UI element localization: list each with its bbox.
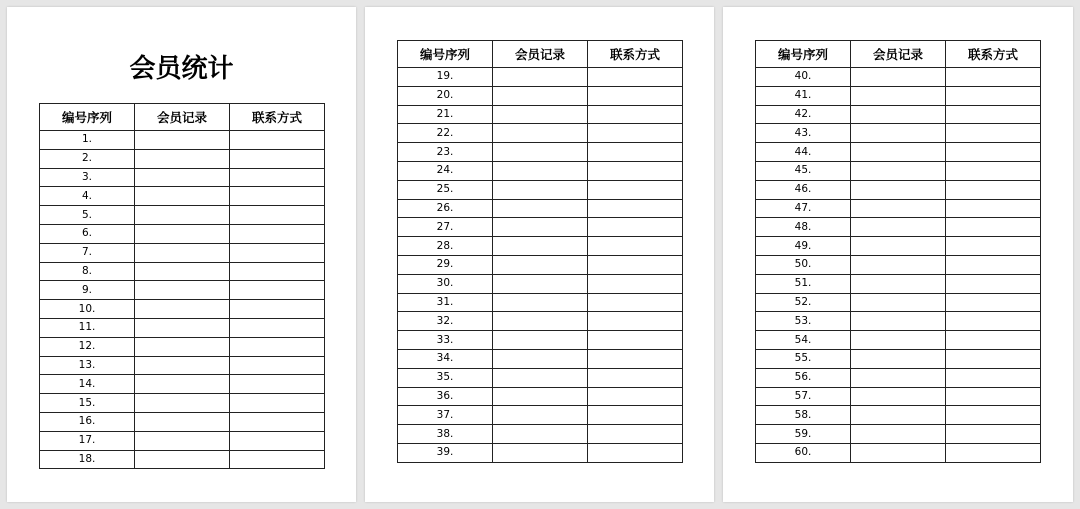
member-record-cell[interactable] [851,425,946,444]
row-number-cell: 26. [398,199,493,218]
contact-cell[interactable] [946,86,1041,105]
member-record-cell[interactable] [493,274,588,293]
member-record-cell[interactable] [493,218,588,237]
member-record-cell[interactable] [851,274,946,293]
member-record-cell[interactable] [135,337,230,356]
member-record-cell[interactable] [851,387,946,406]
table-row [756,406,1041,425]
member-record-cell[interactable] [493,387,588,406]
column-header-number: 编号序列 [398,41,493,68]
table-row [756,180,1041,199]
row-number-cell: 14. [40,375,135,394]
table-row [398,349,683,368]
contact-cell[interactable] [946,387,1041,406]
table-row [398,387,683,406]
row-number-cell: 59. [756,425,851,444]
row-number-cell: 20. [398,86,493,105]
member-record-cell[interactable] [493,255,588,274]
document-title: 会员统计 [129,54,234,84]
member-record-cell[interactable] [851,312,946,331]
contact-cell[interactable] [588,143,683,162]
contact-cell[interactable] [588,237,683,256]
table-row [40,206,325,225]
row-number-cell: 4. [40,187,135,206]
contact-cell[interactable] [946,293,1041,312]
table-row [40,187,325,206]
table-header-row [756,41,1041,68]
member-record-cell[interactable] [851,443,946,462]
row-number-cell: 58. [756,406,851,425]
contact-cell[interactable] [946,68,1041,87]
member-record-cell[interactable] [851,293,946,312]
table-row [40,318,325,337]
table-row [398,124,683,143]
member-record-cell[interactable] [493,86,588,105]
member-record-cell[interactable] [493,368,588,387]
contact-cell[interactable] [946,443,1041,462]
member-record-cell[interactable] [493,124,588,143]
column-header-member-record: 会员记录 [851,41,946,68]
row-number-cell: 57. [756,387,851,406]
contact-cell[interactable] [588,443,683,462]
row-number-cell: 15. [40,394,135,413]
contact-cell[interactable] [588,161,683,180]
table-row [756,237,1041,256]
table-row [398,368,683,387]
document-page-2 [365,7,714,502]
contact-cell[interactable] [230,412,325,431]
row-number-cell: 27. [398,218,493,237]
member-table-page-3 [755,40,1041,463]
row-number-cell: 43. [756,124,851,143]
table-row [756,387,1041,406]
member-record-cell[interactable] [135,149,230,168]
contact-cell[interactable] [230,318,325,337]
row-number-cell: 1. [40,131,135,150]
contact-cell[interactable] [588,368,683,387]
contact-cell[interactable] [588,406,683,425]
member-record-cell[interactable] [851,180,946,199]
contact-cell[interactable] [946,331,1041,350]
member-record-cell[interactable] [493,180,588,199]
column-header-number: 编号序列 [756,41,851,68]
member-record-cell[interactable] [493,237,588,256]
member-record-cell[interactable] [135,131,230,150]
contact-cell[interactable] [588,331,683,350]
table-row [398,312,683,331]
member-record-cell[interactable] [851,218,946,237]
table-row [398,331,683,350]
column-header-number: 编号序列 [40,104,135,131]
member-record-cell[interactable] [851,237,946,256]
row-number-cell: 30. [398,274,493,293]
contact-cell[interactable] [588,68,683,87]
contact-cell[interactable] [588,293,683,312]
contact-cell[interactable] [946,255,1041,274]
row-number-cell: 42. [756,105,851,124]
table-row [756,331,1041,350]
table-row [398,274,683,293]
contact-cell[interactable] [230,450,325,469]
member-record-cell[interactable] [851,406,946,425]
table-row [398,161,683,180]
row-number-cell: 50. [756,255,851,274]
contact-cell[interactable] [230,187,325,206]
row-number-cell: 29. [398,255,493,274]
table-row [40,375,325,394]
table-header-row [40,104,325,131]
row-number-cell: 47. [756,199,851,218]
table-row [398,105,683,124]
table-row [756,161,1041,180]
table-row [756,218,1041,237]
contact-cell[interactable] [946,124,1041,143]
member-record-cell[interactable] [135,318,230,337]
member-record-cell[interactable] [851,124,946,143]
table-row [398,218,683,237]
member-record-cell[interactable] [493,105,588,124]
table-row [756,425,1041,444]
table-row [398,180,683,199]
contact-cell[interactable] [588,86,683,105]
table-row [398,406,683,425]
member-record-cell[interactable] [135,431,230,450]
member-record-cell[interactable] [493,199,588,218]
row-number-cell: 40. [756,68,851,87]
member-record-cell[interactable] [135,168,230,187]
member-record-cell[interactable] [493,161,588,180]
member-record-cell[interactable] [493,331,588,350]
contact-cell[interactable] [230,300,325,319]
contact-cell[interactable] [588,218,683,237]
row-number-cell: 32. [398,312,493,331]
member-record-cell[interactable] [851,86,946,105]
member-record-cell[interactable] [851,255,946,274]
member-record-cell[interactable] [135,224,230,243]
contact-cell[interactable] [946,180,1041,199]
contact-cell[interactable] [588,349,683,368]
contact-cell[interactable] [230,243,325,262]
table-row [756,105,1041,124]
contact-cell[interactable] [588,312,683,331]
contact-cell[interactable] [230,224,325,243]
table-row [398,86,683,105]
member-record-cell[interactable] [135,394,230,413]
table-row [40,168,325,187]
row-number-cell: 48. [756,218,851,237]
table-row [40,224,325,243]
row-number-cell: 22. [398,124,493,143]
row-number-cell: 25. [398,180,493,199]
column-header-contact: 联系方式 [588,41,683,68]
row-number-cell: 56. [756,368,851,387]
member-record-cell[interactable] [135,281,230,300]
row-number-cell: 34. [398,349,493,368]
table-row [40,149,325,168]
contact-cell[interactable] [230,337,325,356]
row-number-cell: 54. [756,331,851,350]
row-number-cell: 16. [40,412,135,431]
contact-cell[interactable] [230,375,325,394]
table-row [756,368,1041,387]
row-number-cell: 49. [756,237,851,256]
table-row [756,349,1041,368]
table-row [756,199,1041,218]
column-header-member-record: 会员记录 [135,104,230,131]
table-row [398,425,683,444]
contact-cell[interactable] [588,255,683,274]
row-number-cell: 10. [40,300,135,319]
row-number-cell: 6. [40,224,135,243]
table-row [40,262,325,281]
row-number-cell: 21. [398,105,493,124]
member-record-cell[interactable] [135,300,230,319]
table-row [398,143,683,162]
member-record-cell[interactable] [135,375,230,394]
table-row [398,237,683,256]
member-record-cell[interactable] [135,412,230,431]
row-number-cell: 37. [398,406,493,425]
row-number-cell: 52. [756,293,851,312]
table-row [756,68,1041,87]
contact-cell[interactable] [230,168,325,187]
member-record-cell[interactable] [851,199,946,218]
member-record-cell[interactable] [493,68,588,87]
table-row [756,124,1041,143]
row-number-cell: 38. [398,425,493,444]
table-row [398,68,683,87]
row-number-cell: 55. [756,349,851,368]
table-row [398,255,683,274]
member-record-cell[interactable] [135,262,230,281]
row-number-cell: 45. [756,161,851,180]
table-row [398,293,683,312]
member-record-cell[interactable] [135,356,230,375]
member-record-cell[interactable] [135,206,230,225]
row-number-cell: 9. [40,281,135,300]
table-row [40,431,325,450]
row-number-cell: 19. [398,68,493,87]
row-number-cell: 53. [756,312,851,331]
document-page-3 [723,7,1073,502]
contact-cell[interactable] [946,199,1041,218]
contact-cell[interactable] [946,143,1041,162]
contact-cell[interactable] [946,368,1041,387]
contact-cell[interactable] [230,149,325,168]
member-record-cell[interactable] [493,406,588,425]
contact-cell[interactable] [230,281,325,300]
contact-cell[interactable] [588,199,683,218]
row-number-cell: 36. [398,387,493,406]
row-number-cell: 44. [756,143,851,162]
contact-cell[interactable] [946,105,1041,124]
member-table-page-1 [39,103,325,469]
table-row [398,199,683,218]
contact-cell[interactable] [588,180,683,199]
contact-cell[interactable] [588,124,683,143]
row-number-cell: 13. [40,356,135,375]
row-number-cell: 33. [398,331,493,350]
table-row [40,300,325,319]
table-row [398,443,683,462]
row-number-cell: 7. [40,243,135,262]
member-record-cell[interactable] [135,450,230,469]
member-table-page-2 [397,40,683,463]
row-number-cell: 51. [756,274,851,293]
document-page-1 [7,7,356,502]
row-number-cell: 46. [756,180,851,199]
contact-cell[interactable] [946,218,1041,237]
member-record-cell[interactable] [493,349,588,368]
contact-cell[interactable] [230,206,325,225]
row-number-cell: 8. [40,262,135,281]
table-row [40,243,325,262]
contact-cell[interactable] [946,406,1041,425]
row-number-cell: 31. [398,293,493,312]
contact-cell[interactable] [230,356,325,375]
table-row [40,281,325,300]
member-record-cell[interactable] [135,187,230,206]
row-number-cell: 3. [40,168,135,187]
row-number-cell: 23. [398,143,493,162]
member-record-cell[interactable] [493,443,588,462]
table-row [40,412,325,431]
contact-cell[interactable] [230,394,325,413]
table-row [40,131,325,150]
row-number-cell: 39. [398,443,493,462]
member-record-cell[interactable] [851,161,946,180]
table-row [756,443,1041,462]
row-number-cell: 18. [40,450,135,469]
contact-cell[interactable] [946,312,1041,331]
row-number-cell: 41. [756,86,851,105]
member-record-cell[interactable] [851,143,946,162]
table-row [756,86,1041,105]
contact-cell[interactable] [588,274,683,293]
column-header-member-record: 会员记录 [493,41,588,68]
contact-cell[interactable] [946,237,1041,256]
table-row [756,274,1041,293]
column-header-contact: 联系方式 [230,104,325,131]
row-number-cell: 17. [40,431,135,450]
contact-cell[interactable] [230,262,325,281]
contact-cell[interactable] [588,425,683,444]
contact-cell[interactable] [588,387,683,406]
member-record-cell[interactable] [851,68,946,87]
contact-cell[interactable] [230,431,325,450]
table-row [756,312,1041,331]
table-row [756,255,1041,274]
row-number-cell: 11. [40,318,135,337]
member-record-cell[interactable] [851,349,946,368]
row-number-cell: 5. [40,206,135,225]
row-number-cell: 12. [40,337,135,356]
table-header-row [398,41,683,68]
row-number-cell: 35. [398,368,493,387]
row-number-cell: 2. [40,149,135,168]
row-number-cell: 60. [756,443,851,462]
member-record-cell[interactable] [493,293,588,312]
contact-cell[interactable] [946,161,1041,180]
contact-cell[interactable] [588,105,683,124]
column-header-contact: 联系方式 [946,41,1041,68]
row-number-cell: 28. [398,237,493,256]
contact-cell[interactable] [946,274,1041,293]
table-row [40,356,325,375]
table-row [756,143,1041,162]
member-record-cell[interactable] [851,105,946,124]
table-row [40,450,325,469]
member-record-cell[interactable] [851,368,946,387]
member-record-cell[interactable] [493,425,588,444]
contact-cell[interactable] [946,425,1041,444]
member-record-cell[interactable] [135,243,230,262]
table-row [40,394,325,413]
row-number-cell: 24. [398,161,493,180]
table-row [756,293,1041,312]
member-record-cell[interactable] [851,331,946,350]
contact-cell[interactable] [230,131,325,150]
member-record-cell[interactable] [493,312,588,331]
contact-cell[interactable] [946,349,1041,368]
member-record-cell[interactable] [493,143,588,162]
table-row [40,337,325,356]
